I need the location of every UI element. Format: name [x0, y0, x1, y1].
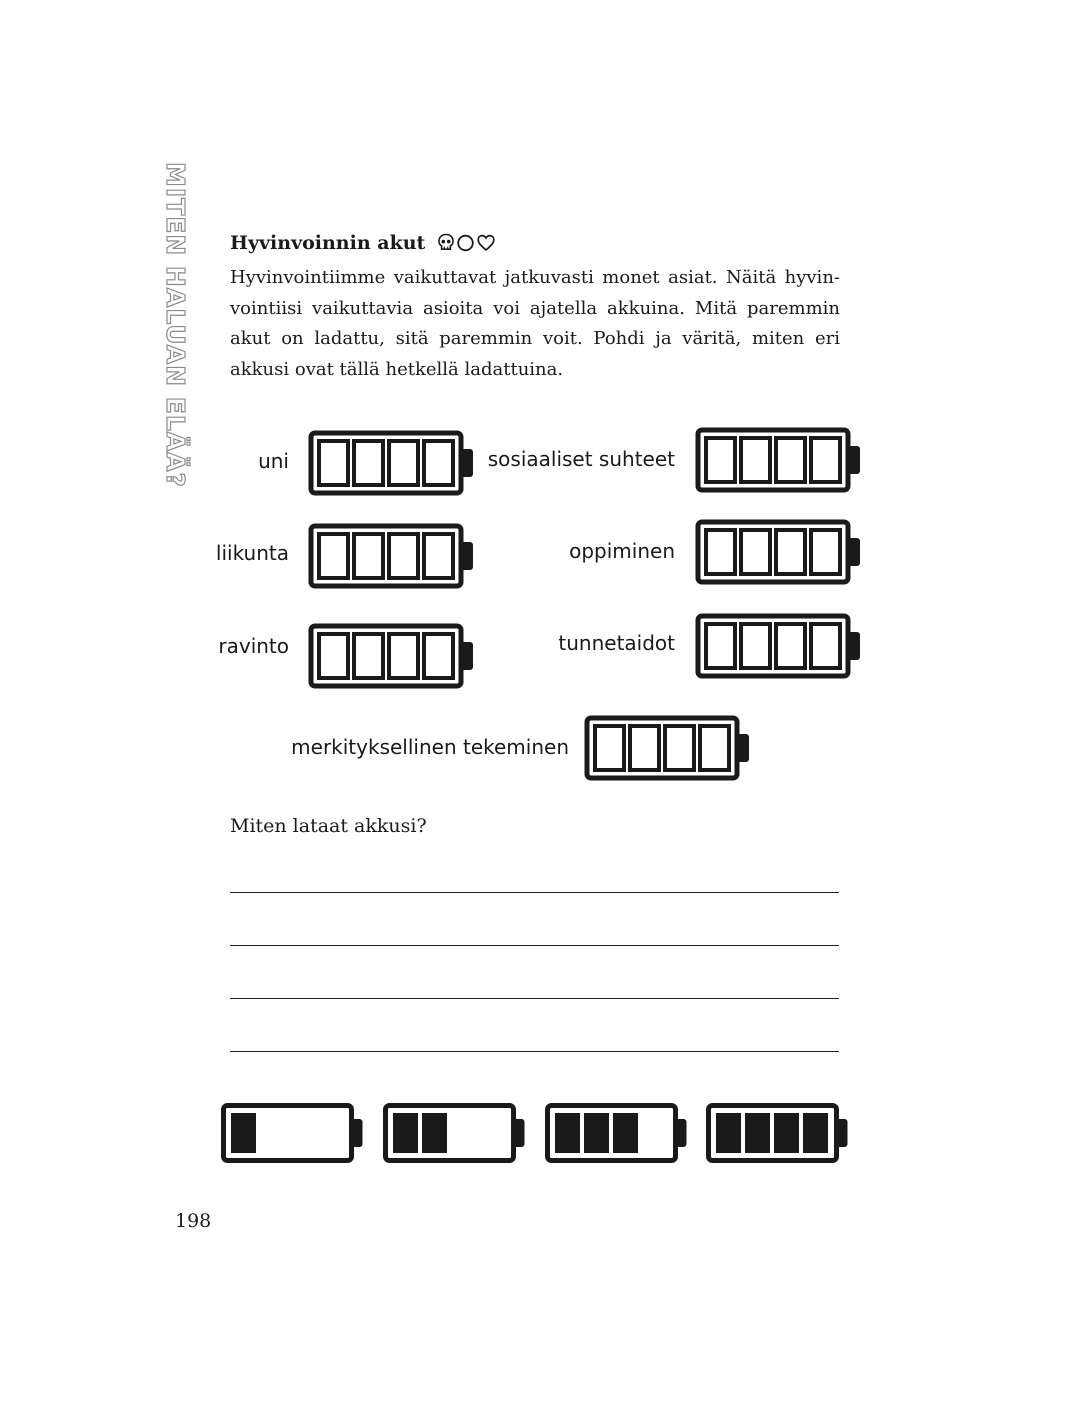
battery-segment: [424, 441, 453, 485]
circle-icon: [456, 233, 475, 253]
legend-battery-25: [221, 1103, 366, 1163]
battery-terminal: [837, 1119, 848, 1147]
battery-segment: [354, 634, 383, 678]
battery-segment: [776, 530, 805, 574]
battery-segment: [706, 438, 735, 482]
legend-battery-100: [706, 1103, 851, 1163]
answer-line[interactable]: [230, 998, 839, 999]
battery-label-merkityksellinen-tekeminen: merkityksellinen tekeminen: [291, 735, 569, 759]
battery-segment: [389, 534, 418, 578]
battery-segment: [706, 530, 735, 574]
battery-terminal: [352, 1119, 363, 1147]
battery-terminal: [848, 632, 860, 660]
battery-segment: [811, 438, 840, 482]
battery-segment: [741, 624, 770, 668]
heading-text: Hyvinvoinnin akut: [230, 232, 426, 254]
battery-segment: [776, 624, 805, 668]
battery-segment: [319, 441, 348, 485]
battery-segment: [665, 726, 694, 770]
battery-terminal: [848, 538, 860, 566]
side-title: MITEN HALUAN ELÄÄ?: [161, 162, 190, 488]
battery-fill-segment: [422, 1113, 447, 1153]
battery-segment: [811, 624, 840, 668]
battery-label-ravinto: ravinto: [218, 634, 289, 658]
battery-fill-segment: [393, 1113, 418, 1153]
battery-fill-segment: [613, 1113, 638, 1153]
battery-segment: [424, 534, 453, 578]
battery-fill-segment: [584, 1113, 609, 1153]
battery-terminal: [461, 449, 473, 477]
battery-oppiminen[interactable]: [695, 519, 863, 585]
battery-label-oppiminen: oppiminen: [569, 539, 675, 563]
battery-segment: [424, 634, 453, 678]
battery-segment: [811, 530, 840, 574]
battery-sosiaaliset-suhteet[interactable]: [695, 427, 863, 493]
battery-fill-segment: [231, 1113, 256, 1153]
battery-fill-segment: [745, 1113, 770, 1153]
battery-label-uni: uni: [258, 449, 289, 473]
battery-segment: [741, 530, 770, 574]
battery-segment: [630, 726, 659, 770]
battery-liikunta[interactable]: [308, 523, 476, 589]
skull-icon: [437, 233, 455, 253]
battery-fill-segment: [716, 1113, 741, 1153]
battery-label-sosiaaliset-suhteet: sosiaaliset suhteet: [487, 447, 675, 471]
battery-terminal: [461, 642, 473, 670]
battery-segment: [319, 634, 348, 678]
battery-segment: [389, 441, 418, 485]
answer-line[interactable]: [230, 892, 839, 893]
battery-ravinto[interactable]: [308, 623, 476, 689]
battery-segment: [389, 634, 418, 678]
legend-battery-50: [383, 1103, 528, 1163]
battery-segment: [741, 438, 770, 482]
battery-segment: [319, 534, 348, 578]
legend-battery-75: [545, 1103, 690, 1163]
battery-terminal: [514, 1119, 525, 1147]
battery-terminal: [737, 734, 749, 762]
battery-label-tunnetaidot: tunnetaidot: [558, 631, 675, 655]
battery-segment: [700, 726, 729, 770]
battery-segment: [354, 441, 383, 485]
battery-terminal: [676, 1119, 687, 1147]
battery-terminal: [461, 542, 473, 570]
battery-segment: [706, 624, 735, 668]
battery-segment: [776, 438, 805, 482]
page-number: 198: [175, 1210, 212, 1232]
battery-label-liikunta: liikunta: [215, 541, 289, 565]
section-heading: [230, 232, 496, 254]
intro-paragraph: Hyvinvointiimme vaikuttavat jatkuvasti monet asiat. Näitä hyvin-vointiisi vaikuttavia asioita voi ajatella akkuina. Mitä paremmin akut on ladattu, sitä paremmin voit. Pohdi ja väritä, miten eri akkusi ovat tällä hetkellä ladattuina.: [230, 267, 840, 380]
battery-fill-segment: [774, 1113, 799, 1153]
heart-icon: [476, 233, 496, 253]
battery-merkityksellinen-tekeminen[interactable]: [584, 715, 752, 781]
battery-fill-segment: [555, 1113, 580, 1153]
answer-line[interactable]: [230, 945, 839, 946]
battery-terminal: [848, 446, 860, 474]
battery-tunnetaidot[interactable]: [695, 613, 863, 679]
heading-icons: [437, 233, 496, 253]
battery-segment: [354, 534, 383, 578]
answer-line[interactable]: [230, 1051, 839, 1052]
battery-fill-segment: [803, 1113, 828, 1153]
battery-uni[interactable]: [308, 430, 476, 496]
battery-segment: [595, 726, 624, 770]
question-text: Miten lataat akkusi?: [230, 815, 427, 837]
